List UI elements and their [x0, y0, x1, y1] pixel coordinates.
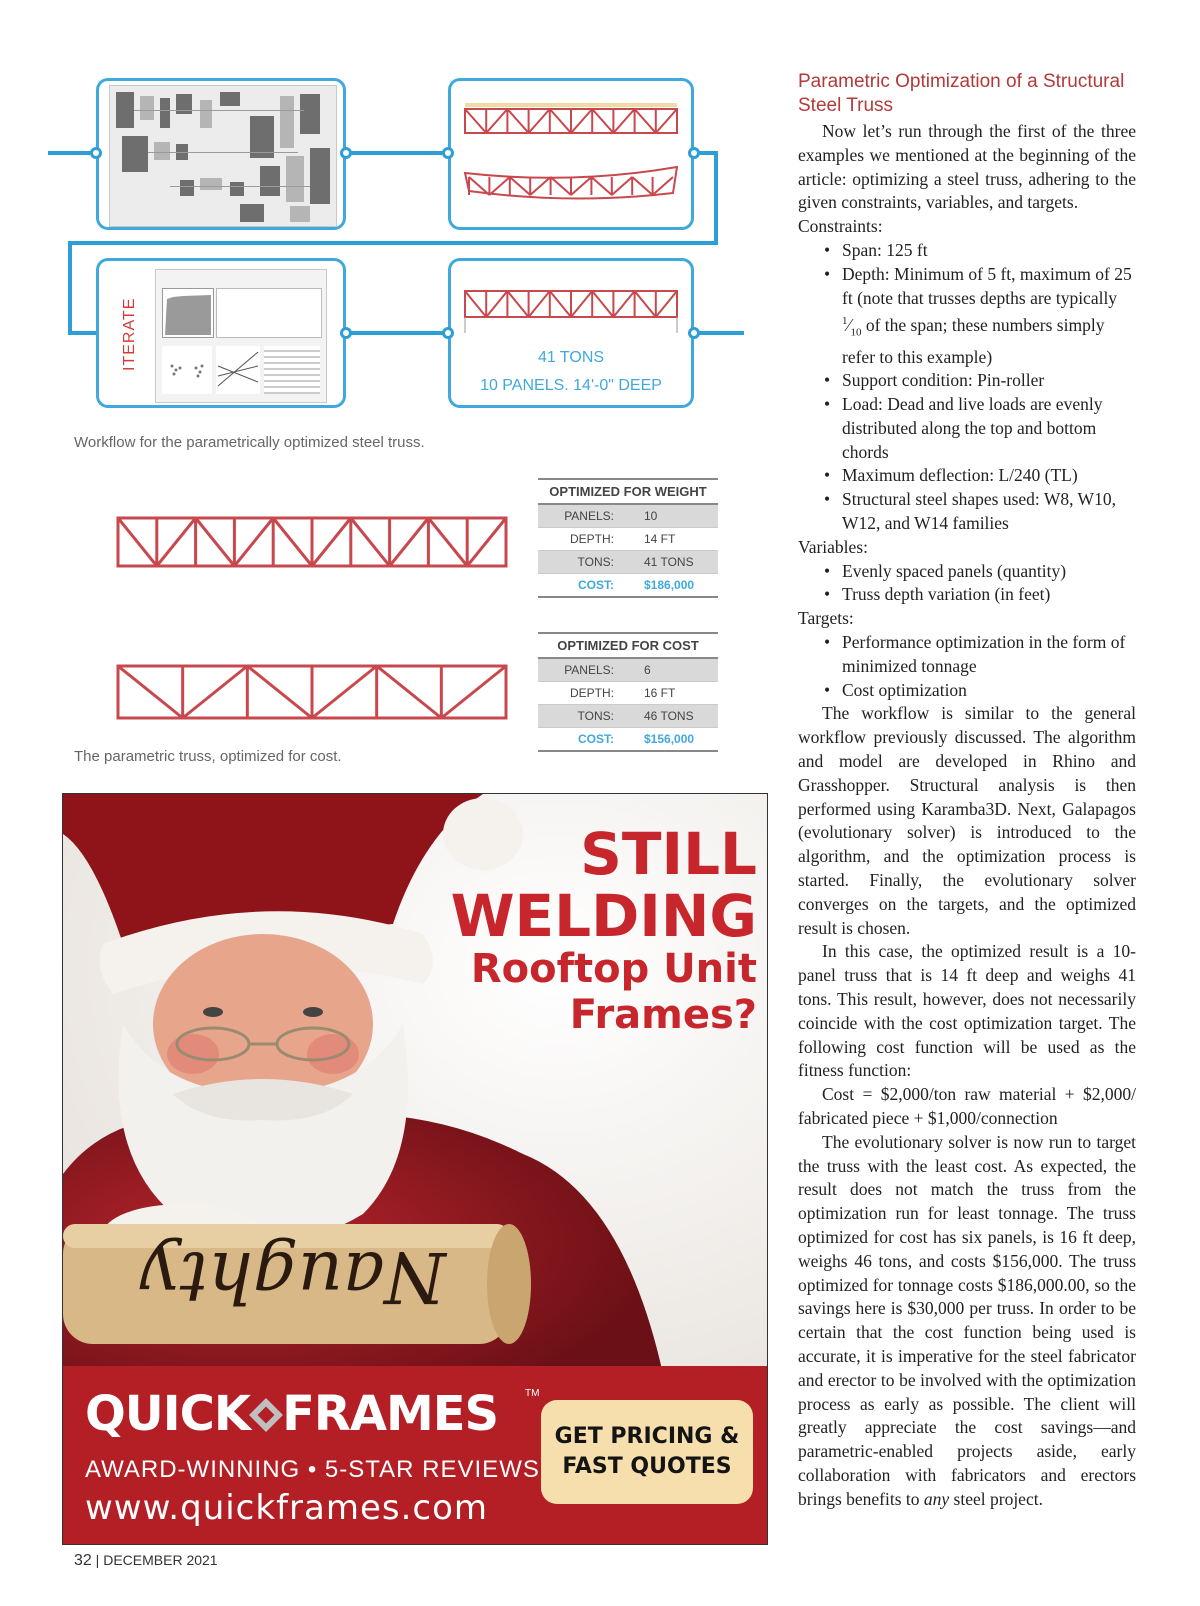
optimized-weight-table	[538, 478, 718, 598]
fitness-curve	[163, 289, 213, 337]
workflow-node-dot	[442, 147, 454, 159]
grasshopper-wire	[170, 186, 310, 187]
grasshopper-wire	[148, 152, 298, 153]
truss-analysis-panel	[448, 78, 694, 230]
grasshopper-panel	[96, 78, 346, 230]
grasshopper-node	[180, 180, 194, 196]
list-item: • Span: 125 ft	[842, 239, 1136, 263]
logo-text: FRAMES	[282, 1386, 499, 1442]
workflow-line	[344, 331, 448, 335]
article-paragraph: Now let’s run through the first of the three examples we mentioned at the beginning of the article: optimizing a steel truss, adhering to the given constraints, variables, and targets.	[798, 121, 1136, 213]
ad-headline-welding: WELDING	[450, 882, 757, 950]
list-item: • Evenly spaced panels (quantity)	[842, 560, 1136, 584]
table-row	[538, 528, 718, 551]
galapagos-window	[155, 269, 327, 403]
row-label: COST:	[578, 578, 614, 592]
emphasis-text: any	[923, 1488, 950, 1509]
row-value: 6	[644, 663, 651, 677]
grasshopper-node	[220, 92, 240, 106]
grasshopper-node	[140, 96, 154, 120]
cta-label	[555, 1422, 740, 1482]
table-row	[538, 574, 718, 598]
table-row	[538, 551, 718, 574]
article-paragraph: The workflow is similar to the general workflow previously discussed. The algorithm and model are developed in Rhino and Grasshopper. Structural analysis is then performed using Karamba3D. Next, Galapagos (evolutionary solver) is introduced to the algorithm, and the optimization process is started. Finally, the evolutionary solver converges on the targets, and the optimized result is chosen.	[798, 703, 1136, 938]
grasshopper-node	[122, 136, 148, 172]
grasshopper-node	[116, 92, 134, 128]
workflow-line	[344, 151, 448, 155]
article-heading: Parametric Optimization of a Structural Steel Truss	[798, 71, 1125, 116]
scatter-points	[162, 346, 212, 394]
variables-label: Variables:	[798, 536, 868, 557]
workflow-node-dot	[688, 147, 700, 159]
constraints-list	[798, 239, 1136, 536]
table-row	[538, 682, 718, 705]
row-value: 41 TONS	[644, 555, 694, 569]
quickframes-logo	[85, 1386, 498, 1442]
row-label: PANELS:	[564, 663, 614, 677]
ad-url-link[interactable]: www.quickframes.com	[85, 1488, 489, 1528]
workflow-line	[68, 241, 718, 245]
result-truss-drawing	[451, 271, 691, 351]
list-item: • Cost optimization	[842, 679, 1136, 703]
workflow-node-dot	[340, 327, 352, 339]
variables-list	[798, 560, 1136, 608]
fraction-numerator: 1	[842, 315, 848, 328]
quickframes-advertisement[interactable]	[62, 793, 768, 1545]
paragraph-text: steel project.	[953, 1488, 1043, 1509]
row-label: DEPTH:	[569, 532, 614, 546]
article-paragraph: In this case, the optimized result is a 10-panel truss that is 14 ft deep and weighs 41 tons. This result, however, does not necessarily coincide with the cost optimization target. The following cost function will be used as the fitness function:	[798, 941, 1136, 1081]
result-configuration: 10 PANELS. 14'-0" DEEP	[480, 377, 662, 394]
workflow-node-dot	[90, 147, 102, 159]
fitness-graph	[162, 288, 214, 338]
workflow-line	[68, 331, 98, 335]
table-row	[538, 728, 718, 752]
truss-weight-drawing	[112, 512, 512, 572]
iterate-label: ITERATE	[121, 297, 138, 371]
grasshopper-node	[286, 156, 304, 202]
truss-cost-drawing	[112, 660, 512, 724]
trademark-mark: TM	[525, 1388, 540, 1399]
grasshopper-node	[310, 148, 330, 204]
workflow-node-dot	[340, 147, 352, 159]
list-item: • Depth: Minimum of 5 ft, maximum of 25 ft (note that trusses depths are typically $^1⁄_{10}$ of the span; these numbers simply refer to this example)	[842, 263, 1136, 370]
row-label: TONS:	[577, 555, 614, 569]
list-item-text: of the span; these numbers simply refer to this example)	[842, 315, 1105, 367]
result-tonnage: 41 TONS	[537, 349, 605, 366]
row-value: $156,000	[644, 732, 695, 746]
row-label: DEPTH:	[569, 686, 614, 700]
scroll-word: Naughty	[140, 1236, 446, 1318]
solution-list	[264, 346, 320, 394]
row-value: 14 FT	[644, 532, 676, 546]
row-value: 10	[644, 509, 658, 523]
workflow-caption: Workflow for the parametrically optimized steel truss.	[74, 434, 425, 451]
population-scatter	[162, 346, 212, 394]
page-footer: 32 | DECEMBER 2021	[74, 1552, 218, 1569]
grasshopper-node	[280, 96, 294, 148]
article-column	[798, 70, 1136, 1512]
list-item: • Load: Dead and live loads are evenly distributed along the top and bottom chords	[842, 393, 1136, 464]
grasshopper-node	[200, 100, 212, 128]
table-title: OPTIMIZED FOR WEIGHT	[538, 478, 718, 505]
grasshopper-node	[200, 178, 222, 190]
table-row	[538, 505, 718, 528]
workflow-node-dot	[442, 327, 454, 339]
cta-line: GET PRICING &	[554, 1424, 740, 1449]
paragraph-text: The evolutionary solver is now run to target the truss with the least cost. As expected, the result does not match the truss from the optimization run for least tonnage. The truss optimized for cost has six panels, is 16 ft deep, weighs 46 tons, and costs $156,000. The truss optimized for tonnage costs $186,000.00, so the savings here is $30,000 per truss. In order to be certain that the cost function being used is accurate, it is imperative for the steel fabricator and erector to be involved with the optimization process as early as possible. The client will greatly appreciate the cost savings—and parametric-enabled projects aside, early collaboration with fabricators and erectors brings benefits to	[798, 1131, 1136, 1509]
table-row	[538, 705, 718, 728]
cta-line: FAST QUOTES	[562, 1454, 732, 1479]
article-paragraph	[798, 1131, 1136, 1512]
constraints-label: Constraints:	[798, 216, 883, 237]
genome-map	[216, 288, 322, 338]
ad-headline-rooftop: Rooftop Unit	[470, 946, 757, 992]
grasshopper-node	[154, 142, 170, 160]
workflow-line	[714, 151, 718, 243]
ad-footer-band	[63, 1366, 768, 1545]
grasshopper-node	[290, 206, 310, 222]
logo-text: QUICK	[85, 1386, 251, 1442]
row-value: $186,000	[644, 578, 695, 592]
row-label: TONS:	[577, 709, 614, 723]
ad-headline-still: STILL	[580, 820, 757, 888]
targets-label: Targets:	[798, 608, 854, 629]
row-value: 46 TONS	[644, 709, 694, 723]
grasshopper-node	[240, 204, 264, 222]
table-title: OPTIMIZED FOR COST	[538, 632, 718, 659]
grasshopper-node	[230, 182, 244, 196]
workflow-node-dot	[688, 327, 700, 339]
parallel-lines	[216, 346, 260, 394]
ad-tagline: AWARD-WINNING • 5-STAR REVIEWS	[85, 1456, 540, 1483]
list-item: • Truss depth variation (in feet)	[842, 583, 1136, 607]
optimized-cost-table	[538, 632, 718, 752]
cost-formula: Cost = $2,000/ton raw material + $2,000/ fabricated piece + $1,000/connection	[798, 1084, 1136, 1128]
truss-analysis-drawing	[451, 81, 691, 227]
diamond-icon	[249, 1398, 283, 1432]
row-label: PANELS:	[564, 509, 614, 523]
grasshopper-wire	[134, 110, 304, 111]
workflow-line	[68, 241, 72, 333]
grasshopper-canvas	[109, 85, 337, 227]
parallel-plot	[216, 346, 260, 394]
grasshopper-node	[260, 166, 280, 196]
galapagos-panel	[96, 258, 346, 408]
row-label: COST:	[578, 732, 614, 746]
grasshopper-node	[176, 94, 192, 114]
list-item: • Performance optimization in the form of minimized tonnage	[842, 631, 1136, 679]
list-item: • Support condition: Pin-roller	[842, 369, 1136, 393]
page-number: 32	[74, 1552, 92, 1569]
result-panel	[448, 258, 694, 408]
row-value: 16 FT	[644, 686, 676, 700]
grasshopper-node	[160, 98, 170, 128]
list-item-text: Depth: Minimum of 5 ft, maximum of 25 ft (note that trusses depths are typically	[842, 263, 1132, 308]
get-pricing-button[interactable]	[541, 1400, 753, 1504]
list-item: • Structural steel shapes used: W8, W10, W12, and W14 families	[842, 488, 1136, 536]
list-item: • Maximum deflection: L/240 (TL)	[842, 464, 1136, 488]
fraction-denominator: 10	[850, 326, 862, 339]
ad-headline-frames: Frames?	[569, 992, 757, 1038]
targets-list	[798, 631, 1136, 702]
issue-date: DECEMBER 2021	[103, 1552, 218, 1568]
table-row	[538, 659, 718, 682]
truss-caption: The parametric truss, optimized for cost.	[74, 748, 342, 765]
grasshopper-node	[300, 94, 320, 134]
